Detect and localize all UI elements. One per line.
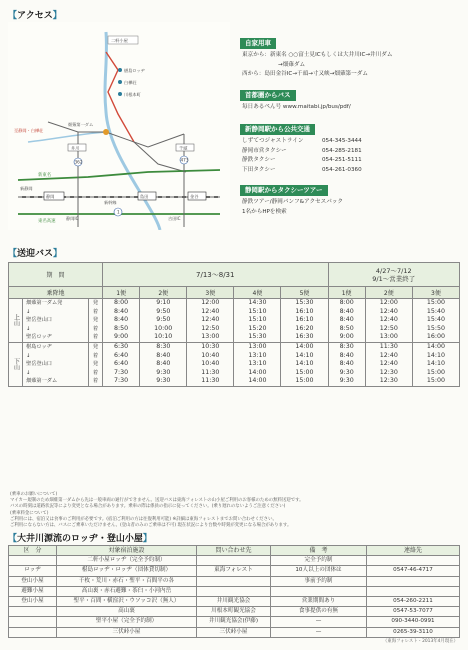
trip-header: 5便: [281, 287, 328, 299]
bus-notes: (乗車のお願いについて) マイカー規制のため畑薙第一ダムから先は一般車両の通行ができません。送迎バスは東海フォレストの山小屋ご利用のお客様のための無料送迎です。 バスの時刻は道路状況等により変更となる場合があります。乗車の際は係員の指示に従ってください。(乗り遅れのないようご注意ください) (乗車料金について) ご利用には、宿泊又は食事のご利用が必要です。(宿泊ご利用の方は往復利用可能) ※詳細は東海フォレストまでお問い合わせください。 ご利用にならない方は、バスにご乗車いただけません。(登山者のみのご乗車は不可) 現在状況により台数や時刻が変更になる場合があります。: [10, 492, 304, 529]
map-label-nikenkoya: 二軒小屋: [111, 38, 128, 43]
down-trip-col: 14:00 14:10 14:10 15:00 15:00: [281, 342, 328, 386]
dam-marker: [103, 129, 109, 135]
map-label-shizuoka: 静岡: [46, 194, 55, 199]
down-stops: 椹島ロッヂ ↓ 聖岳登山口 ↓ 畑薙第一ダム: [23, 342, 89, 386]
info-public-title: 新静岡駅から公共交通: [240, 124, 315, 135]
trip-header: 2便: [365, 287, 412, 299]
map-label-route473: 473: [180, 157, 189, 163]
down-trip-col: 13:00 13:10 13:10 14:00 14:00: [234, 342, 281, 386]
info-tour-title: 静岡駅からタクシーツアー: [240, 185, 328, 196]
info-car-text: 東京から： 新東名 ○○富士見ICもしくは大井川IC→井川ダム →畑薙ダム 西から： 島田金谷IC→千頭→寸又峡→畑薙第一ダム: [242, 52, 393, 78]
trip-header: 3便: [412, 287, 459, 299]
up-trip-col: 8:00 8:40 8:40 8:50 9:00: [328, 299, 365, 343]
info-bus-title: 首都圏からバス: [240, 90, 296, 101]
stop-label: 乗降地: [9, 287, 103, 299]
lodge-row: 登山小屋 聖平・百間・横窪沢・ウソッコ沢（無人） 井川観光協会 営業期間あり 054-260-2211: [9, 596, 460, 606]
lodge-header-category: 区 分: [9, 546, 57, 556]
bus-title: 【送迎バス】: [8, 249, 63, 259]
map-label-senzu: 千頭: [179, 145, 188, 151]
hut-marker-2: [118, 80, 122, 84]
map-label-tomei: 東名高速: [38, 219, 56, 224]
access-map: [8, 22, 230, 230]
map-label-hut3: 川根本町: [124, 92, 141, 97]
lodge-row: ロッヂ 椹島ロッヂ・ロッヂ（団体貸切制） 東海フォレスト 10人以上の団体は 0547-46-4717: [9, 566, 460, 576]
lodge-header-notes: 備 考: [271, 546, 367, 556]
map-label-hut1: 椹島ロッヂ: [124, 68, 145, 73]
footer-credit: （東海フォレスト・2013年4月現在）: [382, 639, 458, 644]
up-trip-col: 8:00 8:40 8:40 8:50 9:00: [103, 299, 140, 343]
trip-header: 1便: [103, 287, 140, 299]
up-trip-col: 12:00 12:40 12:40 12:50 13:00: [187, 299, 234, 343]
info-bus-text: 毎日あるぺん号 www.maitabi.jp/bus/pdf/: [242, 104, 351, 110]
period1: 7/13～8/31: [103, 263, 329, 287]
down-trip-col: 8:30 8:40 8:40 9:30 9:30: [140, 342, 187, 386]
map-label-ikawa: 井川: [71, 145, 80, 151]
period2: 4/27～7/12 9/1～営業終了: [328, 263, 459, 287]
map-label-route362: 362: [74, 159, 83, 165]
info-car-title: 自家用車: [240, 38, 276, 49]
trip-header: 1便: [328, 287, 365, 299]
bus-up-row: [9, 299, 460, 343]
up-stops: 畑薙第一ダム発 ↓ 聖岳登山口 ↓ 聖岳ロッヂ: [23, 299, 89, 343]
down-trip-col: 11:30 12:40 12:40 12:30 12:30: [365, 342, 412, 386]
trip-header: 2便: [140, 287, 187, 299]
hut-marker-1: [118, 68, 122, 72]
info-tour-text: 静鉄ツアー/静岡パンフ&アクセスパック 1名からHPを検索: [242, 199, 344, 215]
access-map-svg: [8, 22, 230, 230]
down-trip-col: 6:30 6:40 6:40 7:30 7:30: [103, 342, 140, 386]
map-label-shizuoka-ic: 静岡IC: [66, 216, 79, 221]
lodge-row: 三伏峠小屋 三伏峠小屋 — 0265-39-3110: [9, 627, 460, 637]
down-trip-col: 8:30 8:40 8:40 9:30 9:30: [328, 342, 365, 386]
lodge-row: 二軒小屋ロッヂ（完全予約制） 完全予約制: [9, 556, 460, 566]
map-label-shin-tomei: 新東名: [38, 173, 52, 178]
info-public-text: しずてつジャストライン 054-345-3444 静岡市営タクシー 054-285-2181 静鉄タクシー 054-251-5111 下田タクシー 054-261-0360: [242, 138, 362, 173]
map-label-route: 至静岡・白樺荘: [14, 128, 44, 133]
map-label-route1: 1: [117, 209, 120, 215]
period-label: 期 間: [9, 263, 103, 287]
lodge-row: 高山裏 川根本町観光協会 食事提供の有無 0547-53-7077: [9, 607, 460, 617]
up-trip-col: 15:30 16:10 16:10 16:20 16:30: [281, 299, 328, 343]
lodge-title: 【大井川源流のロッヂ・登山小屋】: [8, 534, 152, 544]
lodge-row: 登山小屋 千枚・荒川・赤石・聖平・百間平の各 事前予約制: [9, 576, 460, 586]
down-label: 下山: [9, 342, 23, 386]
up-arrive-depart: 発 着 発 着 着: [89, 299, 103, 343]
up-trip-col: 9:10 9:50 9:50 10:00 10:10: [140, 299, 187, 343]
map-label-shimada: 島田: [140, 194, 149, 199]
access-title: 【アクセス】: [8, 11, 62, 21]
lodge-header-contact: 問い合わせ先: [197, 546, 271, 556]
trip-header: 4便: [234, 287, 281, 299]
hut-marker-3: [118, 92, 122, 96]
up-trip-col: 15:00 15:40 15:40 15:50 16:00: [412, 299, 459, 343]
map-label-dam: 畑薙第一ダム: [68, 122, 94, 127]
map-label-shin-shizuoka: 新静岡: [20, 186, 33, 191]
map-label-shinkansen: 新幹線: [104, 200, 117, 205]
lodge-row: 避難小屋 高山裏・赤石避難・茶臼・小河内岳: [9, 586, 460, 596]
up-label: 上山: [9, 299, 23, 343]
down-arrive-depart: 発 着 発 着 着: [89, 342, 103, 386]
down-trip-col: 10:30 10:40 10:40 11:30 11:30: [187, 342, 234, 386]
lodge-row: 聖平小屋（完全予約制） 井川観光協会(伊藤) — 090-3440-0991: [9, 617, 460, 627]
up-trip-col: 12:00 12:40 12:40 12:50 13:00: [365, 299, 412, 343]
map-label-kanaya: 金谷: [190, 194, 199, 199]
lodge-header-phone: 連絡先: [367, 546, 460, 556]
trip-header: 3便: [187, 287, 234, 299]
bus-timetable: [8, 262, 460, 387]
lodge-table: [8, 545, 460, 638]
down-trip-col: 14:00 14:10 14:10 15:00 15:00: [412, 342, 459, 386]
bus-down-row: [9, 342, 460, 386]
up-trip-col: 14:30 15:10 15:10 15:20 15:30: [234, 299, 281, 343]
map-label-yoshida-ic: 吉田IC: [168, 216, 181, 221]
map-label-hut2: 白樺荘: [124, 80, 137, 85]
lodge-header-facility: 対象宿泊施設: [57, 546, 197, 556]
